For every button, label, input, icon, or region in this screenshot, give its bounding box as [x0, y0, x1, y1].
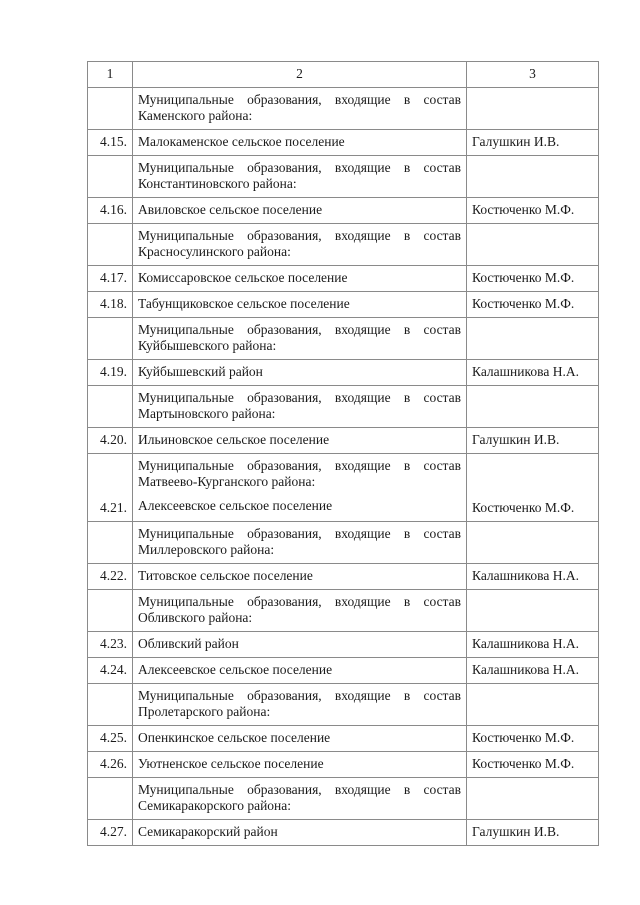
municipality-name: Титовское сельское поселение — [133, 564, 467, 590]
table-row — [88, 658, 599, 684]
municipality-name: Ильиновское сельское поселение — [133, 428, 467, 454]
row-number — [88, 386, 133, 428]
district-heading-text: Муниципальные образования, входящие в состав Обливского района: — [138, 594, 461, 625]
header-col-2: 2 — [133, 62, 467, 88]
municipality-name: Алексеевское сельское поселение — [133, 658, 467, 684]
responsible-person — [467, 454, 599, 522]
table-row — [88, 564, 599, 590]
row-number — [88, 522, 133, 564]
table-row — [88, 752, 599, 778]
responsible-person: Костюченко М.Ф. — [467, 198, 599, 224]
row-number: 4.17. — [88, 266, 133, 292]
row-number-label: 4.21. — [100, 500, 127, 515]
district-heading — [133, 156, 467, 198]
table-row — [88, 428, 599, 454]
municipality-name: Уютненское сельское поселение — [133, 752, 467, 778]
municipality-name — [133, 454, 467, 522]
responsible-person — [467, 156, 599, 198]
responsible-person: Галушкин И.В. — [467, 130, 599, 156]
district-heading: Муниципальные образования, входящие в состав Матвеево-Курганского района: — [138, 458, 461, 489]
table-row — [88, 198, 599, 224]
table-row-group-heading — [88, 156, 599, 198]
district-heading — [133, 318, 467, 360]
table-row-group-heading — [88, 88, 599, 130]
row-number: 4.20. — [88, 428, 133, 454]
responsible-person: Костюченко М.Ф. — [467, 726, 599, 752]
table-row-group-heading — [88, 386, 599, 428]
responsible-person — [467, 318, 599, 360]
responsible-person: Калашникова Н.А. — [467, 632, 599, 658]
responsible-person: Галушкин И.В. — [467, 820, 599, 846]
district-heading-text: Муниципальные образования, входящие в состав Миллеровского района: — [138, 526, 461, 557]
responsible-person — [467, 778, 599, 820]
responsible-person — [467, 386, 599, 428]
district-heading — [133, 778, 467, 820]
row-number — [88, 590, 133, 632]
table-row — [88, 454, 599, 522]
table-body — [88, 88, 599, 846]
responsible-person — [467, 522, 599, 564]
row-number — [88, 778, 133, 820]
district-heading-text: Муниципальные образования, входящие в состав Каменского района: — [138, 92, 461, 123]
table-row-group-heading — [88, 590, 599, 632]
municipality-name: Комиссаровское сельское поселение — [133, 266, 467, 292]
row-number: 4.22. — [88, 564, 133, 590]
responsible-person: Костюченко М.Ф. — [467, 292, 599, 318]
municipality-name: Авиловское сельское поселение — [133, 198, 467, 224]
responsible-person: Калашникова Н.А. — [467, 564, 599, 590]
district-heading-text: Муниципальные образования, входящие в состав Мартыновского района: — [138, 390, 461, 421]
row-number: 4.16. — [88, 198, 133, 224]
row-number — [88, 156, 133, 198]
responsible-person: Костюченко М.Ф. — [467, 266, 599, 292]
row-number: 4.15. — [88, 130, 133, 156]
responsible-person — [467, 88, 599, 130]
row-number: 4.25. — [88, 726, 133, 752]
header-col-1: 1 — [88, 62, 133, 88]
row-number: 4.24. — [88, 658, 133, 684]
responsible-person — [467, 684, 599, 726]
row-number — [88, 88, 133, 130]
district-heading-text: Муниципальные образования, входящие в состав Красносулинского района: — [138, 228, 461, 259]
table-row-group-heading — [88, 522, 599, 564]
table-row-group-heading — [88, 778, 599, 820]
table-row — [88, 266, 599, 292]
municipality-name: Семикаракорский район — [133, 820, 467, 846]
responsible-person: Галушкин И.В. — [467, 428, 599, 454]
district-heading-text: Муниципальные образования, входящие в состав Константиновского района: — [138, 160, 461, 191]
row-number — [88, 224, 133, 266]
row-number — [88, 454, 133, 522]
row-number: 4.27. — [88, 820, 133, 846]
district-heading-text: Муниципальные образования, входящие в состав Семикаракорского района: — [138, 782, 461, 813]
district-heading — [133, 684, 467, 726]
responsible-person: Калашникова Н.А. — [467, 658, 599, 684]
municipality-name: Малокаменское сельское поселение — [133, 130, 467, 156]
municipality-name: Куйбышевский район — [133, 360, 467, 386]
responsible-person-label: Костюченко М.Ф. — [472, 500, 575, 515]
header-col-3: 3 — [467, 62, 599, 88]
district-heading-text: Муниципальные образования, входящие в состав Куйбышевского района: — [138, 322, 461, 353]
district-heading-text: Муниципальные образования, входящие в состав Пролетарского района: — [138, 688, 461, 719]
table-row — [88, 632, 599, 658]
table-header-row — [88, 62, 599, 88]
row-number: 4.26. — [88, 752, 133, 778]
table-row-group-heading — [88, 224, 599, 266]
table-row — [88, 360, 599, 386]
district-heading — [133, 590, 467, 632]
municipalities-table — [87, 61, 599, 846]
table-row — [88, 292, 599, 318]
row-number — [88, 684, 133, 726]
responsible-person — [467, 224, 599, 266]
district-heading — [133, 386, 467, 428]
municipality-name: Табунщиковское сельское поселение — [133, 292, 467, 318]
responsible-person: Калашникова Н.А. — [467, 360, 599, 386]
district-heading — [133, 88, 467, 130]
district-heading — [133, 522, 467, 564]
table-row — [88, 820, 599, 846]
row-number: 4.18. — [88, 292, 133, 318]
responsible-person: Костюченко М.Ф. — [467, 752, 599, 778]
municipality-name: Обливский район — [133, 632, 467, 658]
row-number: 4.23. — [88, 632, 133, 658]
municipality-name-label: Алексеевское сельское поселение — [138, 498, 333, 513]
district-heading — [133, 224, 467, 266]
table-row-group-heading — [88, 684, 599, 726]
row-number: 4.19. — [88, 360, 133, 386]
responsible-person — [467, 590, 599, 632]
row-number — [88, 318, 133, 360]
table-row — [88, 726, 599, 752]
table-row — [88, 130, 599, 156]
table-row-group-heading — [88, 318, 599, 360]
municipality-name: Опенкинское сельское поселение — [133, 726, 467, 752]
